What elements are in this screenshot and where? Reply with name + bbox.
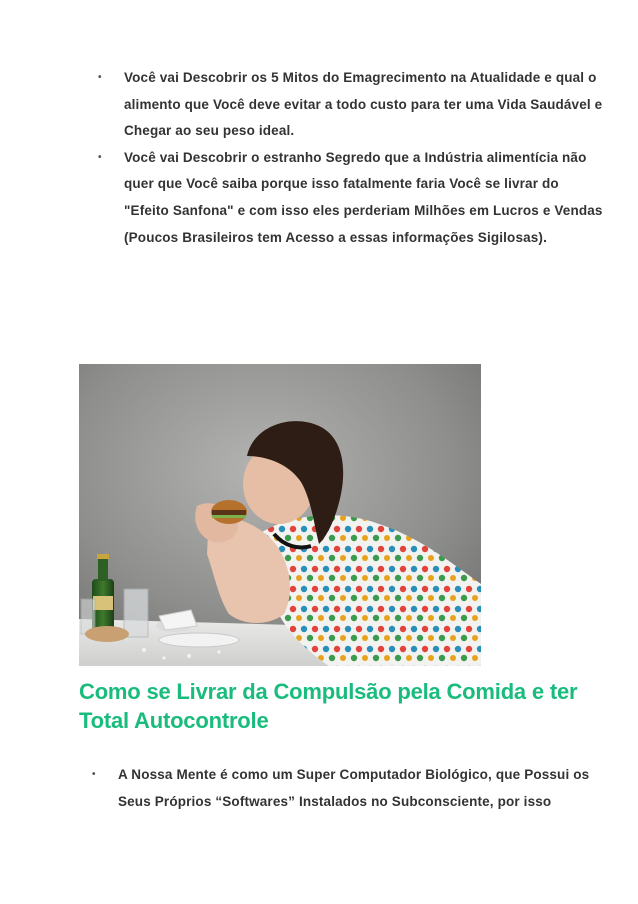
woman-eating-burger-photo bbox=[79, 364, 481, 666]
top-bullet-list bbox=[98, 65, 604, 251]
list-item-text: Você vai Descobrir os 5 Mitos do Emagrecimento na Atualidade e qual o alimento que Você deve evitar a todo custo para ter uma Vida Saudável e Chegar ao seu peso ideal. bbox=[124, 70, 603, 139]
bullet-icon: • bbox=[98, 72, 102, 83]
list-item bbox=[92, 762, 618, 815]
bullet-icon: • bbox=[98, 151, 102, 163]
list-item-text: A Nossa Mente é como um Super Computador Biológico, que Possui os Seus Próprios “Softwares” Instalados no Subconsciente, por isso bbox=[118, 767, 590, 809]
bullet-icon: • bbox=[92, 769, 96, 780]
list-item bbox=[98, 65, 604, 145]
list-item bbox=[98, 145, 604, 251]
list-item-text: Você vai Descobrir o estranho Segredo que a Indústria alimentícia não quer que Você saiba porque isso fatalmente faria Você se livrar do "Efeito Sanfona" e com isso eles perderiam Milhões em Lucros e Vendas (Poucos Brasileiros tem Acesso a essas informações Sigilosas). bbox=[124, 149, 603, 245]
bottom-bullet-list bbox=[92, 762, 618, 815]
section-heading: Como se Livrar da Compulsão pela Comida e ter Total Autocontrole bbox=[79, 679, 578, 733]
